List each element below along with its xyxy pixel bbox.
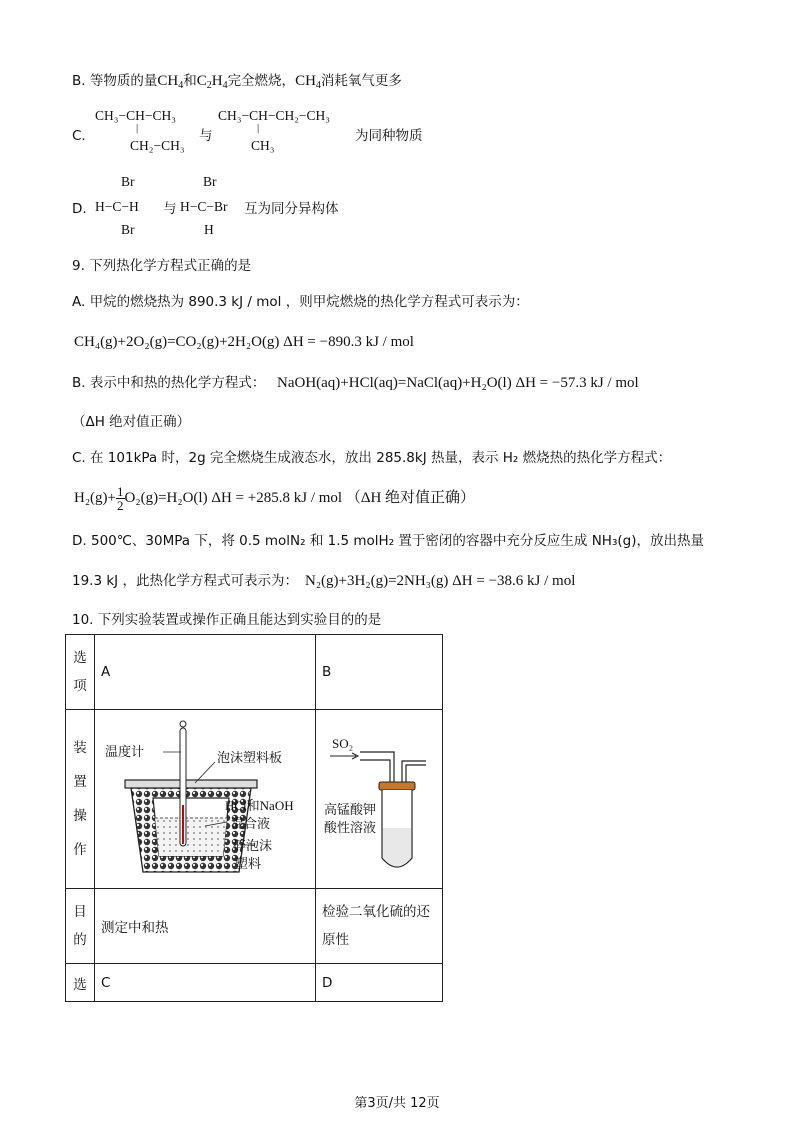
label-thermometer: 温度计 <box>105 745 145 760</box>
cell-col-d: D <box>316 964 443 1002</box>
q9-c-text: C. 在 101kPa 时，2g 完全燃烧生成液态水，放出 285.8kJ 热量，表示 H₂ 燃烧热的热化学方程式： <box>72 450 672 466</box>
structure-c1-bond: | <box>136 122 139 134</box>
row-header-apparatus <box>66 710 95 889</box>
foam-board-lid <box>125 780 257 788</box>
header-char: 置 <box>73 774 87 790</box>
purpose-b: 检验二氧化硫的还原性 <box>316 889 443 964</box>
label-liquid-2: 混合液 <box>231 817 271 832</box>
structure-d2-h-bottom: H <box>204 222 214 237</box>
q9-d-equation: N₂(g)+3H₂(g)=2NH₃(g) ΔH = −38.6 kJ / mol <box>305 573 576 589</box>
purpose-a: 测定中和热 <box>95 889 316 964</box>
so2-test-diagram <box>316 710 442 888</box>
q9-b-equation: NaOH(aq)+HCl(aq)=NaCl(aq)+H₂O(l) ΔH = −57.3 kJ / mol <box>277 375 639 391</box>
fraction-denominator: 2 <box>117 498 124 514</box>
calorimeter-diagram <box>95 710 315 888</box>
table-row <box>66 889 443 964</box>
cell-col-c: C <box>95 964 316 1002</box>
option-b-text1: 等物质的量 <box>89 73 158 89</box>
header-char: 项 <box>73 678 87 694</box>
option-c-label: C. <box>72 128 86 144</box>
option-c-mid: 与 <box>199 128 213 144</box>
formula-ch4-2: $CH_4$ <box>295 73 321 91</box>
fraction-one-half <box>116 485 125 512</box>
option-d-label: D. <box>72 201 87 217</box>
stopper <box>379 782 415 790</box>
structure-d1-row: H−C−H <box>95 199 139 214</box>
page-footer: 第3页/共 12页 <box>354 1096 440 1111</box>
q9-a-equation: CH₄(g)+2O₂(g)=CO₂(g)+2H₂O(g) ΔH = −890.3 kJ / mol <box>74 334 414 350</box>
label-reagent-2: 酸性溶液 <box>324 821 377 836</box>
structure-c1-bottom: CH₂−CH₃ <box>130 138 185 153</box>
structure-c2-bottom: CH₃ <box>251 138 275 153</box>
header-char: 选 <box>73 650 87 666</box>
row-header-options-2: 选 <box>66 964 95 1002</box>
header-char: 的 <box>73 932 87 948</box>
q9-b-note: （ΔH 绝对值正确） <box>72 414 191 430</box>
structure-d1-br-bottom: Br <box>121 222 135 237</box>
header-char: 装 <box>73 740 87 756</box>
option-b <box>72 72 402 90</box>
option-d-tail: 互为同分异构体 <box>244 201 339 217</box>
cell-col-a: A <box>95 635 316 710</box>
structure-c1-top: CH₃−CH−CH₃ <box>95 108 176 123</box>
label-crushed-1: 碎泡沫 <box>233 839 273 854</box>
label-liquid-1: HCl和NaOH <box>225 798 294 813</box>
label-so2: SO₂ <box>332 736 354 751</box>
formula-ch4: $CH_4$ <box>157 73 184 91</box>
header-char: 作 <box>73 842 87 858</box>
option-b-text4: 消耗氧气更多 <box>320 73 402 89</box>
q9-c-equation <box>74 481 475 515</box>
option-b-text3: 完全燃烧， <box>227 73 296 89</box>
q9-a-text: A. 甲烷的燃烧热为 890.3 kJ / mol ，则甲烷燃烧的热化学方程式可表示为： <box>72 294 529 310</box>
row-header-purpose <box>66 889 95 964</box>
option-b-text2: 和 <box>183 73 197 89</box>
fraction-numerator: 1 <box>117 484 124 500</box>
options-table <box>65 634 443 1002</box>
q10-stem: 10. 下列实验装置或操作正确且能达到实验目的的是 <box>72 612 382 628</box>
table-row <box>66 635 443 710</box>
q9-c-eq-post: O₂(g)=H₂O(l) ΔH = +285.8 kJ / mol （ΔH 绝对值正确） <box>124 490 476 506</box>
option-d-mid: 与 <box>163 201 177 217</box>
apparatus-a-cell <box>95 710 316 889</box>
q9-stem: 9. 下列热化学方程式正确的是 <box>72 258 252 274</box>
q9-d-text2: 19.3 kJ ，此热化学方程式可表示为： <box>72 573 298 589</box>
option-b-label: B. <box>72 73 86 89</box>
q9-c-eq-pre: H₂(g)+ <box>74 490 117 506</box>
structure-d1-br-top: Br <box>121 174 135 189</box>
structure-c2-top: CH₃−CH−CH₂−CH₃ <box>218 108 330 123</box>
q9-d-text: D. 500℃、30MPa 下，将 0.5 molN₂ 和 1.5 molH₂ 置于密闭的容器中充分反应生成 NH₃(g)，放出热量 <box>72 533 704 549</box>
structure-c2-bond: | <box>257 122 260 134</box>
header-char: 目 <box>73 904 87 920</box>
header-char: 操 <box>73 808 87 824</box>
apparatus-b-cell <box>316 710 443 889</box>
structure-d2-row: H−C−Br <box>180 199 228 214</box>
table-row <box>66 710 443 889</box>
label-crushed-2: 塑料 <box>235 857 262 872</box>
structure-d2-br-top: Br <box>203 174 217 189</box>
label-reagent-1: 高锰酸钾 <box>324 803 377 818</box>
row-header-options <box>66 635 95 710</box>
label-foam-board: 泡沫塑料板 <box>217 751 283 766</box>
table-row <box>66 964 443 1002</box>
formula-c2h4: $C_2H_4$ <box>196 73 228 91</box>
cell-col-b: B <box>316 635 443 710</box>
option-c-tail: 为同种物质 <box>355 128 423 144</box>
q9-b-text: B. 表示中和热的热化学方程式： <box>72 375 266 391</box>
